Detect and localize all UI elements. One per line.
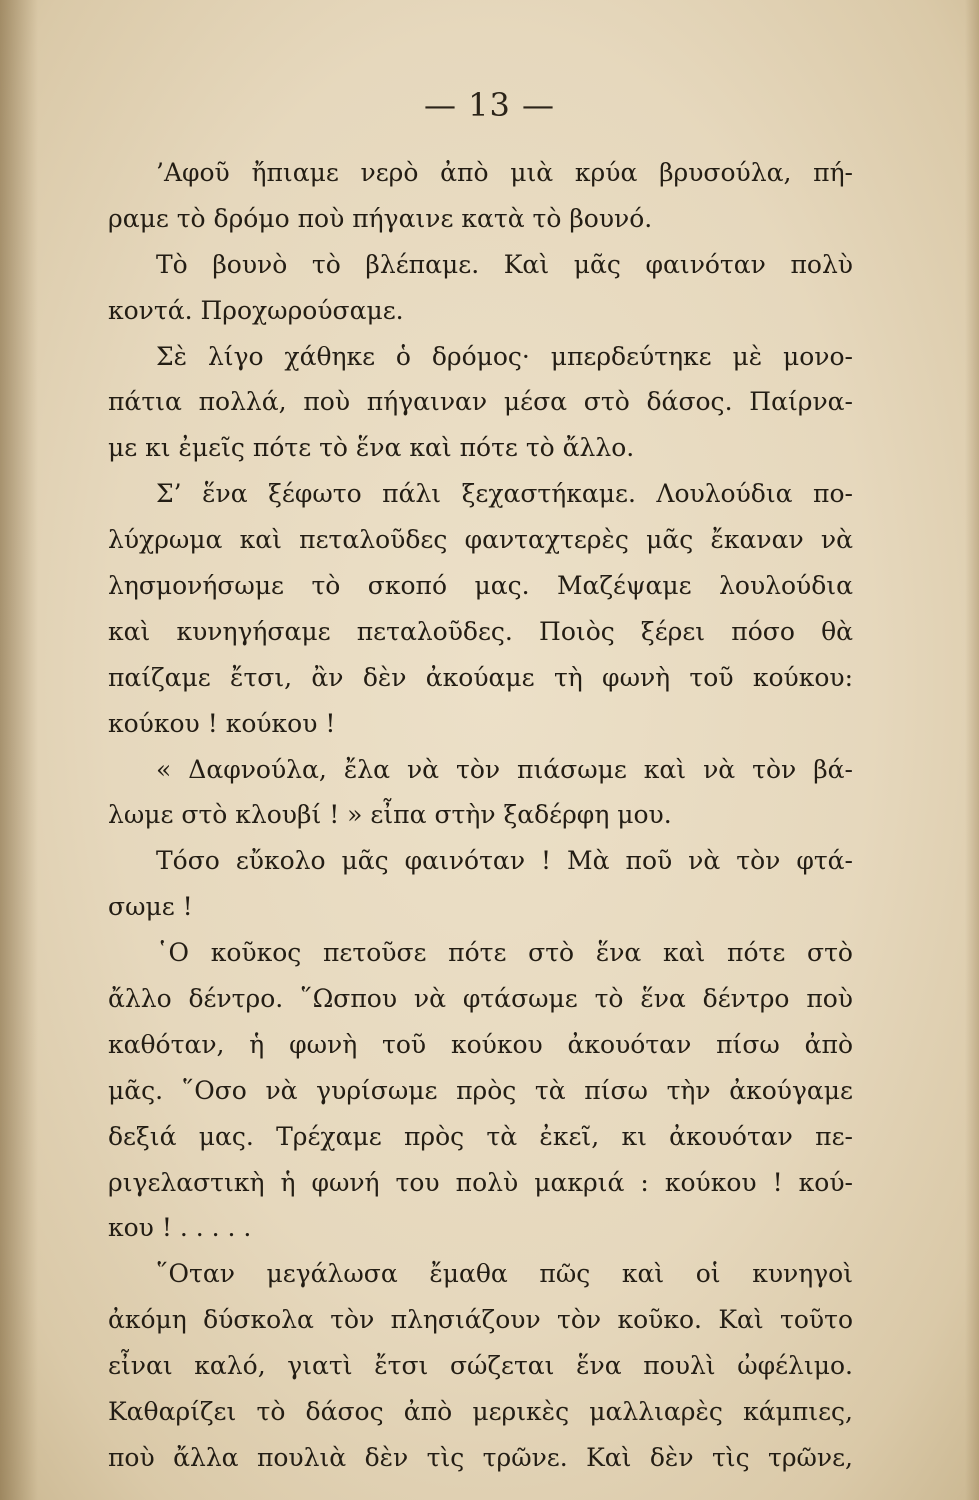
text-line: ριγελαστικὴ ἡ φωνή του πολὺ μακριά : κούκου ! κού- (108, 1167, 853, 1197)
text-line: καθόταν, ἡ φωνὴ τοῦ κούκου ἀκουόταν πίσω ἀπὸ (108, 1029, 853, 1059)
text-line: Σ’ ἕνα ξέφωτο πάλι ξεχαστήκαμε. Λουλούδια πο- (156, 479, 853, 509)
text-line: πάτια πολλά, ποὺ πήγαιναν μέσα στὸ δάσος. Παίρνα- (108, 387, 853, 417)
text-line: Καθαρίζει τὸ δάσος ἀπὸ μερικὲς μαλλιαρὲς κάμπιες, (108, 1397, 853, 1427)
text-line: με κι ἐμεῖς πότε τὸ ἕνα καὶ πότε τὸ ἄλλο. (108, 433, 635, 463)
text-line: καὶ κυνηγήσαμε πεταλοῦδες. Ποιὸς ξέρει πόσο θὰ (108, 616, 853, 646)
text-line: εἶναι καλό, γιατὶ ἔτσι σώζεται ἕνα πουλὶ ὠφέλιμο. (108, 1351, 853, 1381)
text-line: ποὺ ἄλλα πουλιὰ δὲν τὶς τρῶνε. Καὶ δὲν τὶς τρῶνε, (108, 1442, 853, 1472)
text-line: λωμε στὸ κλουβί ! » εἶπα στὴν ξαδέρφη μου. (108, 800, 672, 830)
text-line: παίζαμε ἔτσι, ἂν δὲν ἀκούαμε τὴ φωνὴ τοῦ κούκου: (108, 662, 853, 692)
text-line: ἀκόμη δύσκολα τὸν πλησιάζουν τὸν κοῦκο. Καὶ τοῦτο (108, 1305, 853, 1335)
text-line: « Δαφνούλα, ἔλα νὰ τὸν πιάσωμε καὶ νὰ τὸν βά- (156, 754, 853, 784)
text-line: ῞Οταν μεγάλωσα ἔμαθα πῶς καὶ οἱ κυνηγοὶ (156, 1259, 853, 1289)
text-line: λύχρωμα καὶ πεταλοῦδες φανταχτερὲς μᾶς ἔκαναν νὰ (108, 525, 853, 555)
text-line: κου ! . . . . . (108, 1213, 252, 1243)
text-line: Τόσο εὔκολο μᾶς φαινόταν ! Μὰ ποῦ νὰ τὸν φτά- (156, 846, 853, 876)
text-line: Σὲ λίγο χάθηκε ὁ δρόμος· μπερδεύτηκε μὲ μονο- (156, 341, 853, 371)
text-line: ’Αφοῦ ἤπιαμε νερὸ ἀπὸ μιὰ κρύα βρυσούλα, πή- (156, 158, 853, 187)
text-line: ραμε τὸ δρόμο ποὺ πήγαινε κατὰ τὸ βουνό. (108, 203, 653, 233)
page-number: — 13 — (423, 86, 556, 124)
text-line: ῾Ο κοῦκος πετοῦσε πότε στὸ ἕνα καὶ πότε στὸ (156, 938, 853, 968)
page-edge-shadow (965, 0, 979, 1500)
text-line: δεξιά μας. Τρέχαμε πρὸς τὰ ἐκεῖ, κι ἀκουόταν πε- (108, 1121, 853, 1151)
body-text (108, 150, 853, 1481)
text-line: κούκου ! κούκου ! (108, 708, 336, 738)
text-line: κοντά. Προχωρούσαμε. (108, 295, 404, 325)
text-line: μᾶς. ῞Οσο νὰ γυρίσωμε πρὸς τὰ πίσω τὴν ἀκούγαμε (108, 1075, 853, 1105)
text-line: ἄλλο δέντρο. ῞Ωσπου νὰ φτάσωμε τὸ ἕνα δέντρο ποὺ (108, 984, 853, 1014)
text-line: Τὸ βουνὸ τὸ βλέπαμε. Καὶ μᾶς φαινόταν πολὺ (156, 249, 853, 279)
text-line: λησμονήσωμε τὸ σκοπό μας. Μαζέψαμε λουλούδια (108, 571, 853, 601)
binding-shadow (0, 0, 38, 1500)
text-line: σωμε ! (108, 892, 193, 922)
